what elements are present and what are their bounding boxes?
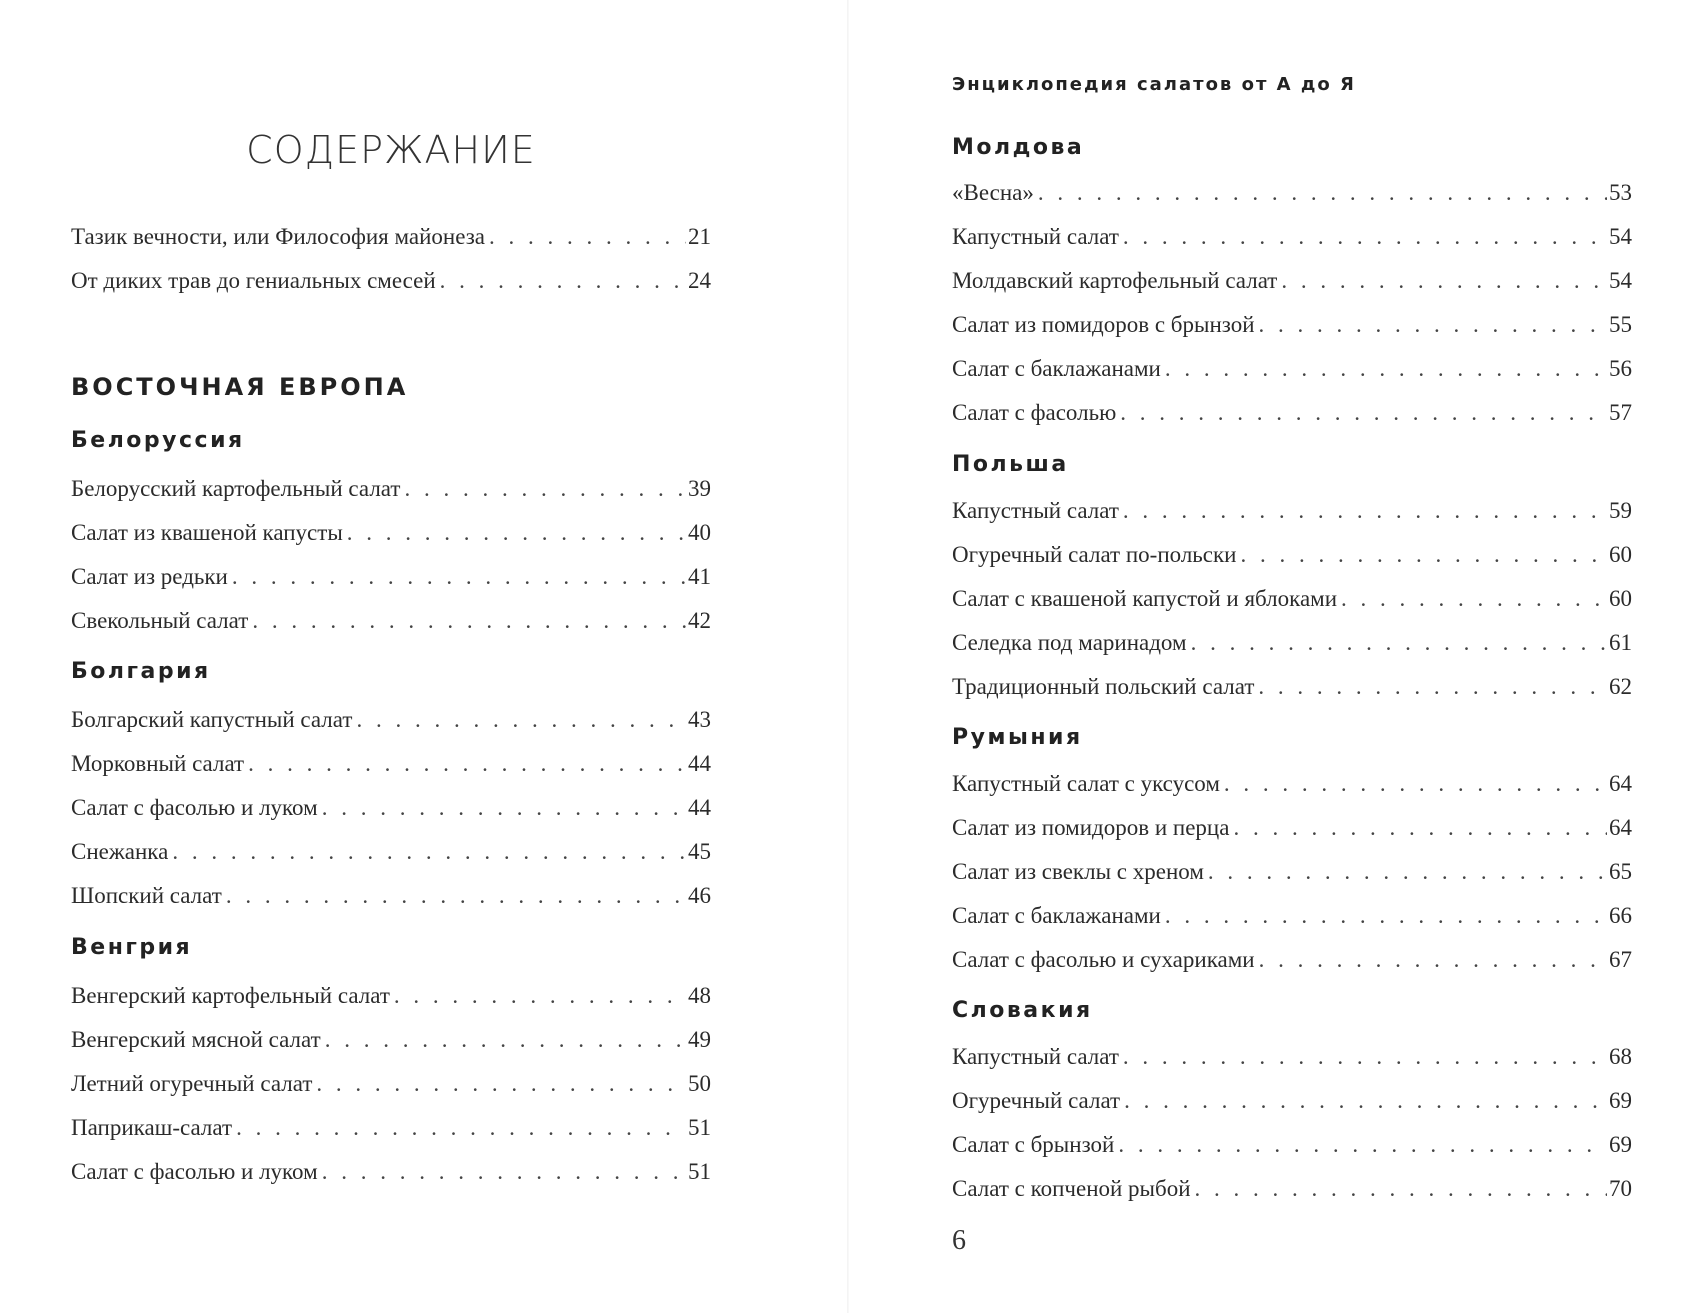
toc-entry[interactable]: Капустный салат . . . 54 xyxy=(952,215,1632,259)
section-entries xyxy=(952,762,1632,982)
toc-entry[interactable]: Капустный салат с уксусом . . . 64 xyxy=(952,762,1632,806)
section-entries xyxy=(71,698,711,918)
toc-entry[interactable]: Морковный салат . . . 44 xyxy=(71,742,711,786)
toc-title: СОДЕРЖАНИЕ xyxy=(246,128,536,172)
toc-entry[interactable]: Молдавский картофельный салат . . . 54 xyxy=(952,259,1632,303)
toc-entry[interactable]: Огуречный салат по-польски . . . 60 xyxy=(952,533,1632,577)
toc-entry[interactable]: Салат с баклажанами . . . 56 xyxy=(952,347,1632,391)
intro-list xyxy=(71,215,711,303)
book-gutter xyxy=(847,0,849,1313)
toc-entry[interactable]: «Весна» . . . 53 xyxy=(952,171,1632,215)
page-number: 6 xyxy=(952,1225,966,1256)
country-heading: Румыния xyxy=(952,725,1083,750)
toc-entry[interactable]: Салат из свеклы с хреном . . . 65 xyxy=(952,850,1632,894)
toc-entry[interactable]: Венгерский картофельный салат . . . 48 xyxy=(71,974,711,1018)
toc-entry[interactable]: Салат с брынзой . . . 69 xyxy=(952,1123,1632,1167)
country-heading: Болгария xyxy=(71,659,211,684)
toc-entry[interactable]: Салат с копченой рыбой . . . 70 xyxy=(952,1167,1632,1211)
toc-entry[interactable]: Свекольный салат . . . 42 xyxy=(71,599,711,643)
country-heading: Венгрия xyxy=(71,935,193,960)
country-heading: Молдова xyxy=(952,135,1085,160)
country-heading: Словакия xyxy=(952,998,1093,1023)
toc-entry[interactable]: Салат с фасолью . . . 57 xyxy=(952,391,1632,435)
toc-entry[interactable]: Салат из помидоров с брынзой . . . 55 xyxy=(952,303,1632,347)
toc-entry[interactable]: Венгерский мясной салат . . . 49 xyxy=(71,1018,711,1062)
toc-entry[interactable]: Салат с баклажанами . . . 66 xyxy=(952,894,1632,938)
toc-entry[interactable]: Шопский салат . . . 46 xyxy=(71,874,711,918)
section-entries xyxy=(71,974,711,1194)
section-entries xyxy=(71,467,711,643)
country-heading: Польша xyxy=(952,452,1069,477)
toc-entry[interactable]: Болгарский капустный салат . . . 43 xyxy=(71,698,711,742)
toc-entry[interactable]: Снежанка . . . 45 xyxy=(71,830,711,874)
running-head: Энциклопедия салатов от А до Я xyxy=(952,74,1356,95)
section-entries xyxy=(952,171,1632,435)
country-heading: Белоруссия xyxy=(71,428,245,453)
region-heading: ВОСТОЧНАЯ ЕВРОПА xyxy=(71,373,409,401)
toc-entry[interactable]: Капустный салат . . . 68 xyxy=(952,1035,1632,1079)
toc-entry[interactable]: Салат из редьки . . . 41 xyxy=(71,555,711,599)
toc-entry[interactable]: Салат с квашеной капустой и яблоками . . . 60 xyxy=(952,577,1632,621)
toc-entry[interactable]: Селедка под маринадом . . . 61 xyxy=(952,621,1632,665)
toc-entry[interactable]: Огуречный салат . . . 69 xyxy=(952,1079,1632,1123)
toc-entry[interactable]: Салат с фасолью и сухариками . . . 67 xyxy=(952,938,1632,982)
toc-entry[interactable]: Тазик вечности, или Философия майонеза . . . 21 xyxy=(71,215,711,259)
toc-entry[interactable]: Белорусский картофельный салат . . . 39 xyxy=(71,467,711,511)
toc-entry[interactable]: Летний огуречный салат . . . 50 xyxy=(71,1062,711,1106)
toc-entry[interactable]: Салат из помидоров и перца . . . 64 xyxy=(952,806,1632,850)
section-entries xyxy=(952,1035,1632,1211)
toc-entry[interactable]: Салат с фасолью и луком . . . 51 xyxy=(71,1150,711,1194)
toc-entry[interactable]: Салат из квашеной капусты . . . 40 xyxy=(71,511,711,555)
toc-entry[interactable]: Традиционный польский салат . . . 62 xyxy=(952,665,1632,709)
toc-entry[interactable]: Паприкаш-салат . . . 51 xyxy=(71,1106,711,1150)
toc-entry[interactable]: От диких трав до гениальных смесей . . . 24 xyxy=(71,259,711,303)
toc-entry[interactable]: Салат с фасолью и луком . . . 44 xyxy=(71,786,711,830)
toc-entry[interactable]: Капустный салат . . . 59 xyxy=(952,489,1632,533)
section-entries xyxy=(952,489,1632,709)
